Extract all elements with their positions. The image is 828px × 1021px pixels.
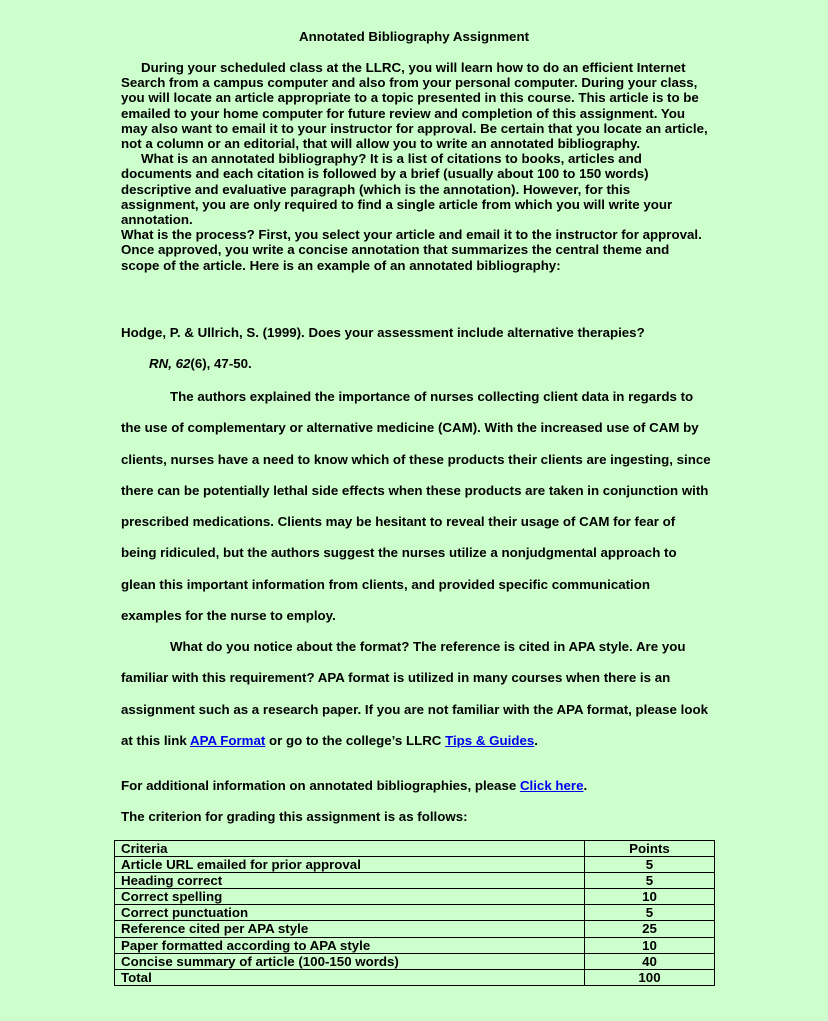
points-cell: 25 — [585, 921, 715, 937]
table-row — [115, 921, 715, 937]
table-row — [115, 873, 715, 889]
table-row — [115, 937, 715, 953]
annotation-paragraph: The authors explained the importance of nurses collecting client data in regards to the use of complementary or alternative medicine (CAM). With the increased use of CAM by clients, nurses have a need to know which of these products their clients are ingesting, since there can be potentially lethal side effects when these products are taken in conjunction with prescribed medications. Clients may be hesitant to reveal their usage of CAM for fear of being ridiculed, but the authors suggest the nurses utilize a nonjudgmental approach to glean this important information from clients, and provided specific communication examples for the nurse to employ. — [121, 389, 711, 624]
more-info-text: For additional information on annotated bibliographies, please — [121, 778, 520, 793]
criteria-cell: Concise summary of article (100-150 words) — [115, 953, 585, 969]
tips-guides-link[interactable]: Tips & Guides — [445, 732, 535, 748]
format-note-paragraph — [121, 631, 713, 756]
citation-issue-pages: (6), 47-50. — [190, 356, 252, 371]
format-note-text: What do you notice about the format? The reference is cited in APA style. Are you familiar with this requirement? APA format is utilized in many courses when there is an assignment such as a research paper. If you are not familiar with the APA format, please look at this link — [121, 639, 708, 748]
criterion-intro: The criterion for grading this assignment is as follows: — [121, 809, 468, 824]
table-total-row — [115, 969, 715, 985]
citation-line-2 — [149, 356, 252, 372]
points-cell: 10 — [585, 889, 715, 905]
table-row — [115, 905, 715, 921]
format-note-middle: or go to the college’s LLRC — [265, 732, 446, 748]
points-header: Points — [585, 841, 715, 857]
format-note — [121, 631, 713, 756]
grading-table — [114, 840, 715, 986]
points-cell: 5 — [585, 857, 715, 873]
citation-line-1: Hodge, P. & Ullrich, S. (1999). Does your assessment include alternative therapies? — [121, 325, 645, 340]
table-header-row — [115, 841, 715, 857]
more-info-line — [121, 778, 587, 794]
page-title: Annotated Bibliography Assignment — [299, 29, 529, 44]
process-paragraph: What is the process? First, you select your article and email it to the instructor for approval. Once approved, you write a concise annotation that summarizes the central theme and scope of the article. Here is an example of an annotated bibliography: — [121, 227, 702, 273]
criteria-cell: Reference cited per APA style — [115, 921, 585, 937]
intro-paragraph: During your scheduled class at the LLRC, you will learn how to do an efficient Internet Search from a campus computer and also from your personal computer. During your class, you will locate an article appropriate to a topic presented in this course. This article is to be emailed to your home computer for future review and completion of this assignment. You may also want to email it to your instructor for approval. Be certain that you locate an article, not a column or an editorial, that will allow you to write an annotated bibliography. — [121, 60, 708, 152]
table-row — [115, 953, 715, 969]
points-cell: 100 — [585, 969, 715, 985]
points-cell: 10 — [585, 937, 715, 953]
intro-section — [121, 60, 711, 273]
table-row — [115, 889, 715, 905]
annotation-example — [121, 381, 713, 631]
criteria-cell: Total — [115, 969, 585, 985]
points-cell: 5 — [585, 905, 715, 921]
criteria-cell: Correct punctuation — [115, 905, 585, 921]
criteria-cell: Correct spelling — [115, 889, 585, 905]
definition-paragraph: What is an annotated bibliography? It is a list of citations to books, articles and documents and each citation is followed by a brief (usually about 100 to 150 words) descriptive and evaluative paragraph (which is the annotation). However, for this assignment, you are only required to find a single article from which you will write your annotation. — [121, 151, 673, 228]
citation-journal: RN, 62 — [149, 356, 191, 371]
criteria-cell: Paper formatted according to APA style — [115, 937, 585, 953]
criteria-header: Criteria — [115, 841, 585, 857]
more-info-end: . — [583, 778, 588, 793]
click-here-link[interactable]: Click here — [519, 778, 584, 793]
points-cell: 5 — [585, 873, 715, 889]
criteria-cell: Heading correct — [115, 873, 585, 889]
points-cell: 40 — [585, 953, 715, 969]
apa-format-link[interactable]: APA Format — [189, 732, 266, 748]
format-note-end: . — [534, 732, 538, 748]
criteria-cell: Article URL emailed for prior approval — [115, 857, 585, 873]
table-row — [115, 857, 715, 873]
